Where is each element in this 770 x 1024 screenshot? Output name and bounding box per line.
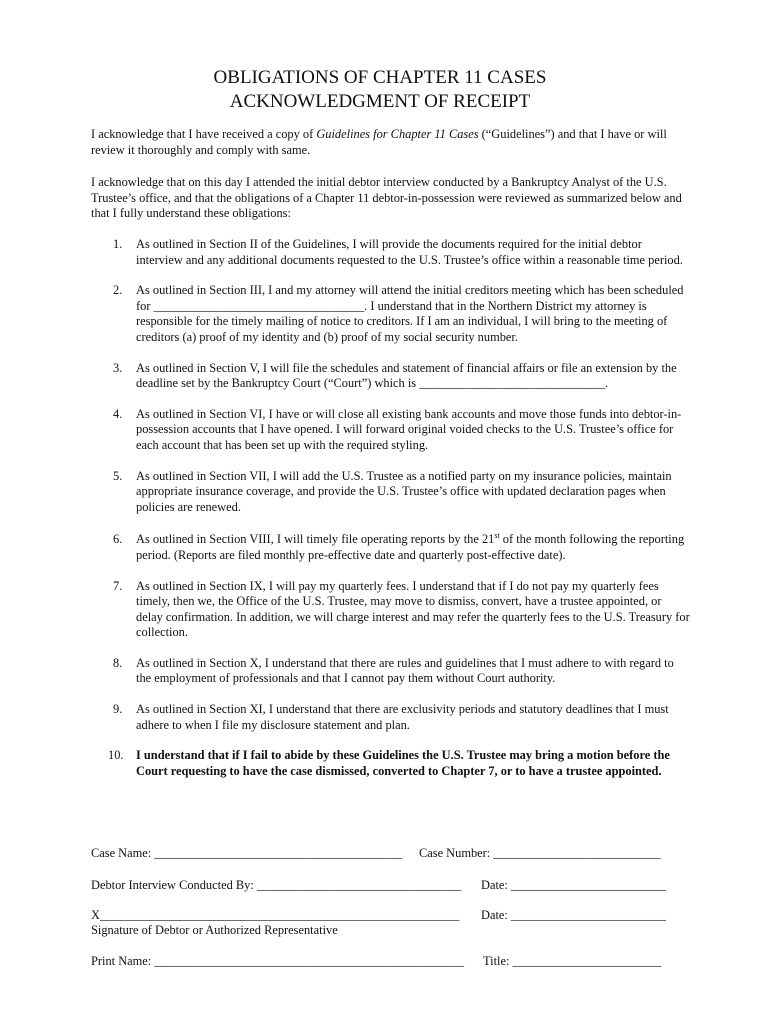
print-name-field[interactable]: Print Name: __________________________________________________ bbox=[91, 954, 465, 968]
list-item: 3. As outlined in Section V, I will file the schedules and statement of financial affairs or file an extension by the deadline set by the Bankruptcy Court (“Court”) which is ______________________________. bbox=[113, 360, 677, 391]
title-field[interactable]: Title: ________________________ bbox=[483, 954, 662, 968]
signature-field[interactable]: X__________________________________________________________ bbox=[91, 908, 460, 922]
signature-date-field[interactable]: Date: _________________________ bbox=[481, 908, 666, 922]
intro-paragraph-interview: I acknowledge that on this day I attended the initial debtor interview conducted by a Bankruptcy Analyst of the U.S. Trustee’s office, and that the obligations of a Chapter 11 debtor-in-possession were reviewed as summarized below and that I fully understand these obligations: bbox=[91, 175, 682, 221]
signature-caption: Signature of Debtor or Authorized Representative bbox=[91, 923, 338, 937]
list-item: 8. As outlined in Section X, I understand that there are rules and guidelines that I must adhere to with regard to the employment of professionals and that I cannot pay them without Court authority. bbox=[113, 655, 674, 686]
list-item: 7. As outlined in Section IX, I will pay my quarterly fees. I understand that if I do not pay my quarterly fees timely, then we, the Office of the U.S. Trustee, may move to dismiss, convert, have a trustee appointed, or delay confirmation. In addition, we will charge interest and may refer the quarterly fees to the U.S. Treasury for collection. bbox=[113, 578, 690, 640]
list-item: 5. As outlined in Section VII, I will add the U.S. Trustee as a notified party on my insurance policies, maintain appropriate insurance coverage, and provide the U.S. Trustee’s office with updated declaration pages when policies are renewed. bbox=[113, 468, 672, 514]
interview-date-field[interactable]: Date: _________________________ bbox=[481, 878, 666, 892]
obligations-list bbox=[91, 237, 691, 779]
title-line-1: OBLIGATIONS OF CHAPTER 11 CASES bbox=[213, 67, 547, 88]
list-item: 4. As outlined in Section VI, I have or will close all existing bank accounts and move those funds into debtor-in-possession accounts that I have opened. I will forward original voided checks to the U.S. Trustee’s office for each account that has been set up with the required styling. bbox=[113, 406, 682, 452]
guidelines-title: Guidelines for Chapter 11 Cases bbox=[316, 127, 479, 141]
document-title bbox=[0, 66, 770, 114]
interview-conducted-by-field[interactable]: Debtor Interview Conducted By: _________________________________ bbox=[91, 878, 462, 892]
list-item: 1. As outlined in Section II of the Guidelines, I will provide the documents required for the initial debtor interview and any additional documents requested to the U.S. Trustee’s office within a reasonable time period. bbox=[113, 237, 683, 267]
list-item: 9. As outlined in Section XI, I understand that there are exclusivity periods and statutory deadlines that I must adhere to when I file my disclosure statement and plan. bbox=[113, 702, 669, 732]
intro-paragraph-receipt: I acknowledge that I have received a copy of Guidelines for Chapter 11 Cases (“Guidelines”) and that I have or will review it thoroughly and comply with same. bbox=[91, 127, 667, 157]
case-number-field[interactable]: Case Number: ___________________________ bbox=[419, 846, 661, 860]
case-name-field[interactable]: Case Name: ________________________________________ bbox=[91, 846, 403, 860]
list-item: 10. I understand that if I fail to abide by these Guidelines the U.S. Trustee may bring a motion before the Court requesting to have the case dismissed, converted to Chapter 7, or to have a trustee appointed. bbox=[108, 748, 670, 778]
list-item: 6. As outlined in Section VIII, I will timely file operating reports by the 21st of the month following the reporting period. (Reports are filed monthly pre-effective date and quarterly post-effective date). bbox=[113, 531, 685, 562]
list-item: 2. As outlined in Section III, I and my attorney will attend the initial creditors meeting which has been scheduled for __________________________________. I understand that in the Northern District my attorney is responsible for the timely mailing of notice to creditors. If I am an individual, I will bring to the meeting of creditors (a) proof of my identity and (b) proof of my social security number. bbox=[113, 283, 684, 344]
title-line-2: ACKNOWLEDGMENT OF RECEIPT bbox=[229, 91, 531, 112]
